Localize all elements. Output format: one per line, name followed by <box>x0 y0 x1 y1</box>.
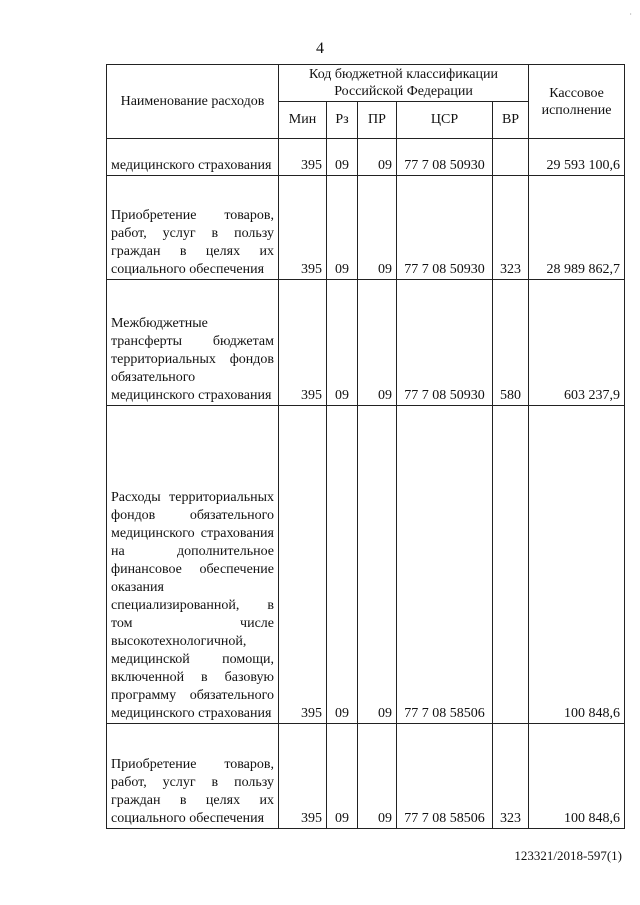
header-csr: ЦСР <box>397 102 493 139</box>
budget-table <box>106 64 625 829</box>
row-name: медицинского страхования <box>107 139 279 176</box>
row-vr: 323 <box>493 176 529 280</box>
row-name: Приобретение товаров, работ, услуг в пользу граждан в целях их социального обеспечения <box>107 176 279 280</box>
row-rz: 09 <box>327 176 358 280</box>
row-amount: 29 593 100,6 <box>529 139 625 176</box>
row-name: Приобретение товаров, работ, услуг в пользу граждан в целях их социального обеспечения <box>107 724 279 829</box>
header-name: Наименование расходов <box>107 65 279 139</box>
row-rz: 09 <box>327 406 358 724</box>
table-row <box>107 139 625 176</box>
table-row <box>107 724 625 829</box>
row-pr: 09 <box>358 139 397 176</box>
row-name: Расходы территориальных фондов обязательного медицинского страхования на дополнительное финансовое обеспечение оказания специализированной, в том числе высокотехнологичной, медицинской помощи, включенной в базовую программу обязательного медицинского страхования <box>107 406 279 724</box>
page-number: 4 <box>316 40 324 57</box>
row-pr: 09 <box>358 406 397 724</box>
header-vr: ВР <box>493 102 529 139</box>
row-amount: 28 989 862,7 <box>529 176 625 280</box>
row-pr: 09 <box>358 176 397 280</box>
row-csr: 77 7 08 50930 <box>397 176 493 280</box>
row-amount: 603 237,9 <box>529 280 625 406</box>
row-min: 395 <box>279 280 327 406</box>
table-row <box>107 280 625 406</box>
row-rz: 09 <box>327 280 358 406</box>
row-vr: 323 <box>493 724 529 829</box>
row-name: Межбюджетные трансферты бюджетам территориальных фондов обязательного медицинского страхования <box>107 280 279 406</box>
table-row <box>107 176 625 280</box>
row-vr <box>493 139 529 176</box>
row-rz: 09 <box>327 724 358 829</box>
row-amount: 100 848,6 <box>529 724 625 829</box>
row-vr: 580 <box>493 280 529 406</box>
margin-mark: · <box>629 10 632 19</box>
row-min: 395 <box>279 406 327 724</box>
row-csr: 77 7 08 50930 <box>397 280 493 406</box>
header-classification: Код бюджетной классификации Российской Федерации <box>279 65 529 102</box>
row-pr: 09 <box>358 724 397 829</box>
row-amount: 100 848,6 <box>529 406 625 724</box>
header-min: Мин <box>279 102 327 139</box>
row-csr: 77 7 08 58506 <box>397 724 493 829</box>
row-min: 395 <box>279 139 327 176</box>
row-pr: 09 <box>358 280 397 406</box>
header-rz: Рз <box>327 102 358 139</box>
header-pr: ПР <box>358 102 397 139</box>
row-csr: 77 7 08 58506 <box>397 406 493 724</box>
row-vr <box>493 406 529 724</box>
row-min: 395 <box>279 176 327 280</box>
table-row <box>107 406 625 724</box>
document-code: 123321/2018-597(1) <box>514 848 622 863</box>
row-csr: 77 7 08 50930 <box>397 139 493 176</box>
header-execution: Кассовое исполнение <box>529 65 625 139</box>
row-min: 395 <box>279 724 327 829</box>
row-rz: 09 <box>327 139 358 176</box>
